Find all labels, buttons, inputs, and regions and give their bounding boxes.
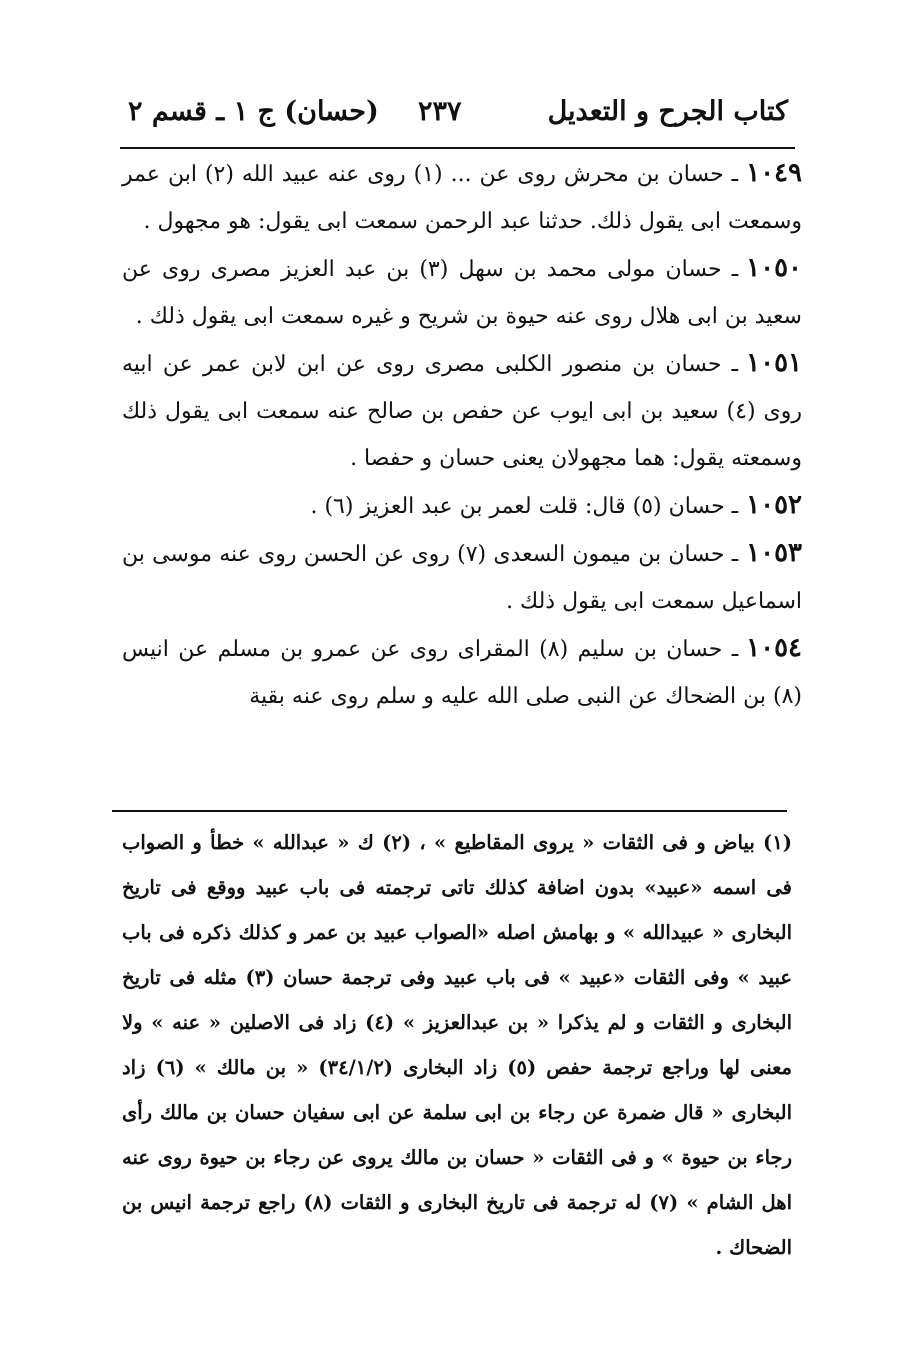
entry-number: ١٠٥٤ [746, 633, 802, 663]
page-number: ٢٣٧ [418, 96, 462, 127]
part-section: (حسان) ج ١ ـ قسم ٢ [128, 96, 379, 127]
entry-text: ـ حسان بن منصور الكلبى مصرى روى عن ابن لابن عمر عن ابيه روى (٤) سعيد بن ابى ايوب عن حفص بن صالح عنه سمعت ابى يقول ذلك وسمعته يقول: هما مجهولان يعنى حسان و حفصا . [122, 352, 802, 471]
header-rule [120, 147, 795, 149]
entry-number: ١٠٥١ [746, 348, 802, 378]
entry-1053 [122, 530, 802, 625]
entry-1051 [122, 340, 802, 482]
entry-1054 [122, 625, 802, 720]
entry-text: ـ حسان بن سليم (٨) المقراى روى عن عمرو بن مسلم عن انيس (٨) بن الضحاك عن النبى صلى الله عليه و سلم روى عنه بقية [122, 637, 802, 709]
entry-number: ١٠٥٠ [746, 253, 802, 283]
entries-list [122, 150, 802, 720]
book-title: كتاب الجرح و التعديل [547, 96, 788, 127]
entry-1049 [122, 150, 802, 245]
entry-text: ـ حسان بن محرش روى عن ... (١) روى عنه عبيد الله (٢) ابن عمر وسمعت ابى يقول ذلك. حدثنا عبد الرحمن سمعت ابى يقول: هو مجهول . [122, 162, 802, 234]
running-header [128, 82, 788, 142]
footnote-rule [112, 810, 787, 812]
footnotes [122, 820, 792, 1270]
entry-text: ـ حسان (٥) قال: قلت لعمر بن عبد العزيز (٦) . [310, 494, 739, 519]
entry-number: ١٠٥٢ [746, 490, 802, 520]
entry-1052 [122, 482, 802, 530]
entry-text: ـ حسان مولى محمد بن سهل (٣) بن عبد العزيز مصرى روى عن سعيد بن ابى هلال روى عنه حيوة بن شريح و غيره سمعت ابى يقول ذلك . [122, 257, 802, 329]
entry-number: ١٠٤٩ [746, 158, 802, 188]
entry-1050 [122, 245, 802, 340]
footnote-text: (١) بياض و فى الثقات « يروى المقاطيع » ، (٢) ك « عبدالله » خطأ و الصواب فى اسمه «عبيد» بدون اضافة كذلك تاتى ترجمته فى باب عبيد ووقع فى تاريخ البخارى « عبيدالله » و بهامش اصله «الصواب عبيد بن عمر و كذلك ذكره فى باب عبيد » وفى الثقات «عبيد » فى باب عبيد وفى ترجمة حسان (٣) مثله فى تاريخ البخارى و الثقات و لم يذكرا « بن عبدالعزيز » (٤) زاد فى الاصلين « عنه » ولا معنى لها وراجع ترجمة حفص (٥) زاد البخارى (٣٤/١/٢) « بن مالك » (٦) زاد البخارى « قال ضمرة عن رجاء بن ابى سلمة عن ابى سفيان حسان بن مالك رأى رجاء بن حيوة » و فى الثقات « حسان بن مالك يروى عن رجاء بن حيوة روى عنه اهل الشام » (٧) له ترجمة فى تاريخ البخارى و الثقات (٨) راجع ترجمة انيس بن الضحاك . [122, 831, 792, 1259]
entry-number: ١٠٥٣ [746, 538, 802, 568]
entry-text: ـ حسان بن ميمون السعدى (٧) روى عن الحسن روى عنه موسى بن اسماعيل سمعت ابى يقول ذلك . [122, 542, 802, 614]
